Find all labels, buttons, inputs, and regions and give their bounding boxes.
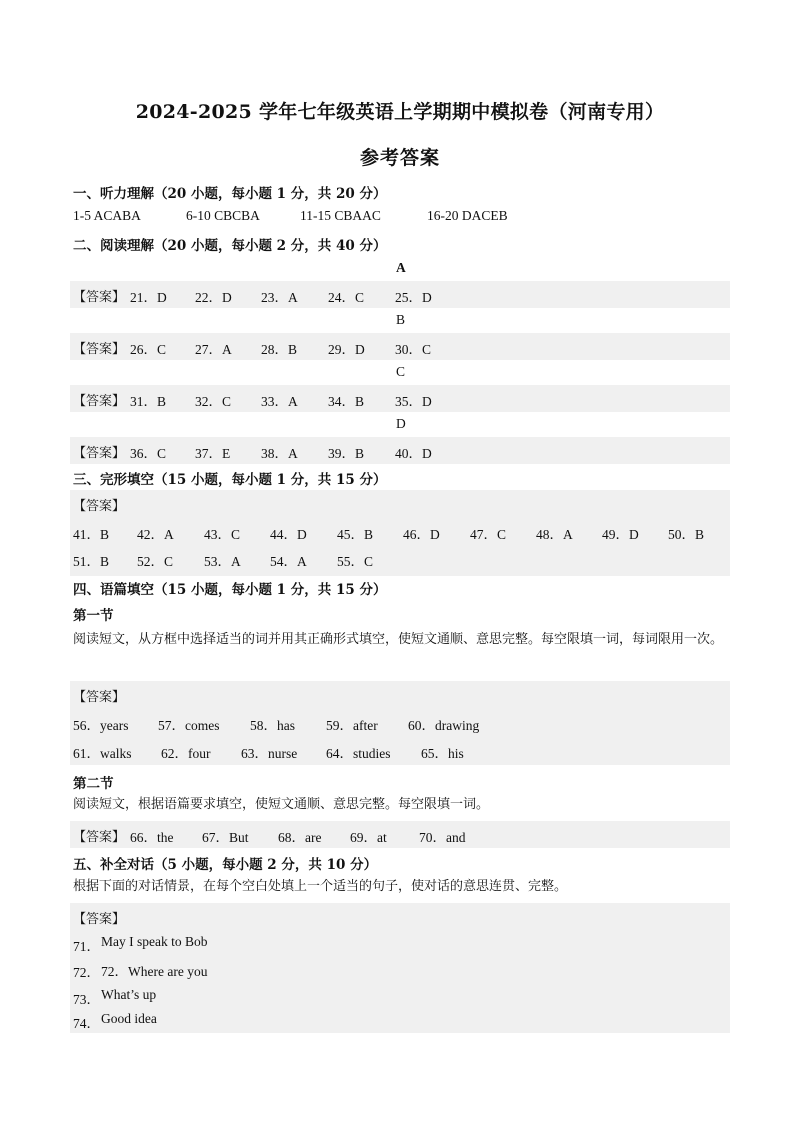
answer-item: 57．comes: [158, 718, 220, 733]
instruction-text: 阅读短文，根据语篇要求填空，使短文通顺、意思完整。每空限填一词。: [73, 797, 490, 812]
answer-item: 36．C: [130, 446, 167, 461]
answer-item: 62．four: [161, 746, 211, 761]
answer-item: 42．A: [137, 527, 174, 542]
answer-number: 73．: [73, 992, 100, 1007]
answer-item: 48．A: [536, 527, 573, 542]
answer-item: 33．A: [261, 394, 298, 409]
answer-item: 47．C: [470, 527, 507, 542]
answer-item: 66．the: [130, 830, 174, 845]
passage-letter: B: [396, 312, 406, 327]
answer-item: 55．C: [337, 554, 374, 569]
answer-item: 56．years: [73, 718, 129, 733]
passage-letter: C: [396, 364, 406, 379]
answer-prefix: 【答案】: [73, 499, 126, 514]
answer-item: 31．B: [130, 394, 167, 409]
answer-item: 67．But: [202, 830, 249, 845]
section-heading-text-completion: 四、语篇填空（15 小题，每小题 1 分，共 15 分）: [73, 582, 387, 598]
answer-prefix: 【答案】: [73, 394, 126, 409]
answer-text: What’s up: [101, 987, 157, 1002]
answer-group: 1-5 ACABA: [73, 208, 141, 223]
answer-item: 23．A: [261, 290, 298, 305]
answer-item: 61．walks: [73, 746, 132, 761]
answer-item: 37．E: [195, 446, 231, 461]
answer-item: 29．D: [328, 342, 365, 357]
answer-item: 44．D: [270, 527, 307, 542]
answer-prefix: 【答案】: [73, 446, 126, 461]
answer-item: 50．B: [668, 527, 705, 542]
answer-item: 69．at: [350, 830, 387, 845]
answer-item: 35．D: [395, 394, 432, 409]
answer-item: 25．D: [395, 290, 432, 305]
answer-item: 59．after: [326, 718, 378, 733]
answer-item: 27．A: [195, 342, 232, 357]
answer-item: 53．A: [204, 554, 241, 569]
answer-item: 21．D: [130, 290, 167, 305]
part-label: 第二节: [73, 776, 114, 792]
answer-item: 34．B: [328, 394, 365, 409]
answer-item: 58．has: [250, 718, 295, 733]
answer-item: 38．A: [261, 446, 298, 461]
page-title: 2024-2025 学年七年级英语上学期期中模拟卷（河南专用）: [135, 101, 665, 123]
answer-item: 45．B: [337, 527, 374, 542]
section-heading-dialogue: 五、补全对话（5 小题，每小题 2 分，共 10 分）: [73, 857, 378, 873]
answer-item: 32．C: [195, 394, 232, 409]
instruction-text: 根据下面的对话情景，在每个空白处填上一个适当的句子，使对话的意思连贯、完整。: [73, 879, 568, 894]
answer-item: 22．D: [195, 290, 232, 305]
answer-item: 43．C: [204, 527, 241, 542]
answer-item: 39．B: [328, 446, 365, 461]
answer-item: 24．C: [328, 290, 365, 305]
answer-item: 41．B: [73, 527, 110, 542]
answer-item: 26．C: [130, 342, 167, 357]
answer-prefix: 【答案】: [73, 342, 126, 357]
answer-group: 11-15 CBAAC: [300, 208, 381, 223]
section-heading-reading: 二、阅读理解（20 小题，每小题 2 分，共 40 分）: [73, 238, 387, 254]
answer-item: 28．B: [261, 342, 298, 357]
answer-item: 60．drawing: [408, 718, 480, 733]
answer-item: 30．C: [395, 342, 432, 357]
answer-item: 52．C: [137, 554, 174, 569]
passage-letter: D: [396, 416, 406, 431]
answer-number: 72．: [73, 965, 100, 980]
answer-text: 72．Where are you: [101, 964, 208, 979]
answer-text: May I speak to Bob: [101, 934, 208, 949]
passage-letter: A: [396, 260, 406, 275]
answer-group: 6-10 CBCBA: [186, 208, 260, 223]
answer-item: 65．his: [421, 746, 464, 761]
answer-text: Good idea: [101, 1011, 157, 1026]
answer-prefix: 【答案】: [73, 290, 126, 305]
section-heading-cloze: 三、完形填空（15 小题，每小题 1 分，共 15 分）: [73, 472, 387, 488]
instruction-text: 阅读短文，从方框中选择适当的词并用其正确形式填空，使短文通顺、意思完整。每空限填一词，每词限用一次。: [73, 632, 724, 647]
answer-item: 40．D: [395, 446, 432, 461]
part-label: 第一节: [73, 608, 114, 624]
answer-item: 49．D: [602, 527, 639, 542]
answer-item: 51．B: [73, 554, 110, 569]
answer-item: 63．nurse: [241, 746, 298, 761]
answer-item: 64．studies: [326, 746, 391, 761]
section-heading-listening: 一、听力理解（20 小题，每小题 1 分，共 20 分）: [73, 186, 387, 202]
answer-prefix: 【答案】: [73, 830, 126, 845]
answer-item: 68．are: [278, 830, 322, 845]
answer-group: 16-20 DACEB: [427, 208, 508, 223]
answer-item: 54．A: [270, 554, 307, 569]
page-subtitle: 参考答案: [359, 147, 440, 169]
answer-prefix: 【答案】: [73, 690, 126, 705]
answer-number: 74．: [73, 1016, 100, 1031]
answer-number: 71．: [73, 939, 100, 954]
answer-item: 46．D: [403, 527, 440, 542]
answer-item: 70．and: [419, 830, 466, 845]
answer-prefix: 【答案】: [73, 912, 126, 927]
